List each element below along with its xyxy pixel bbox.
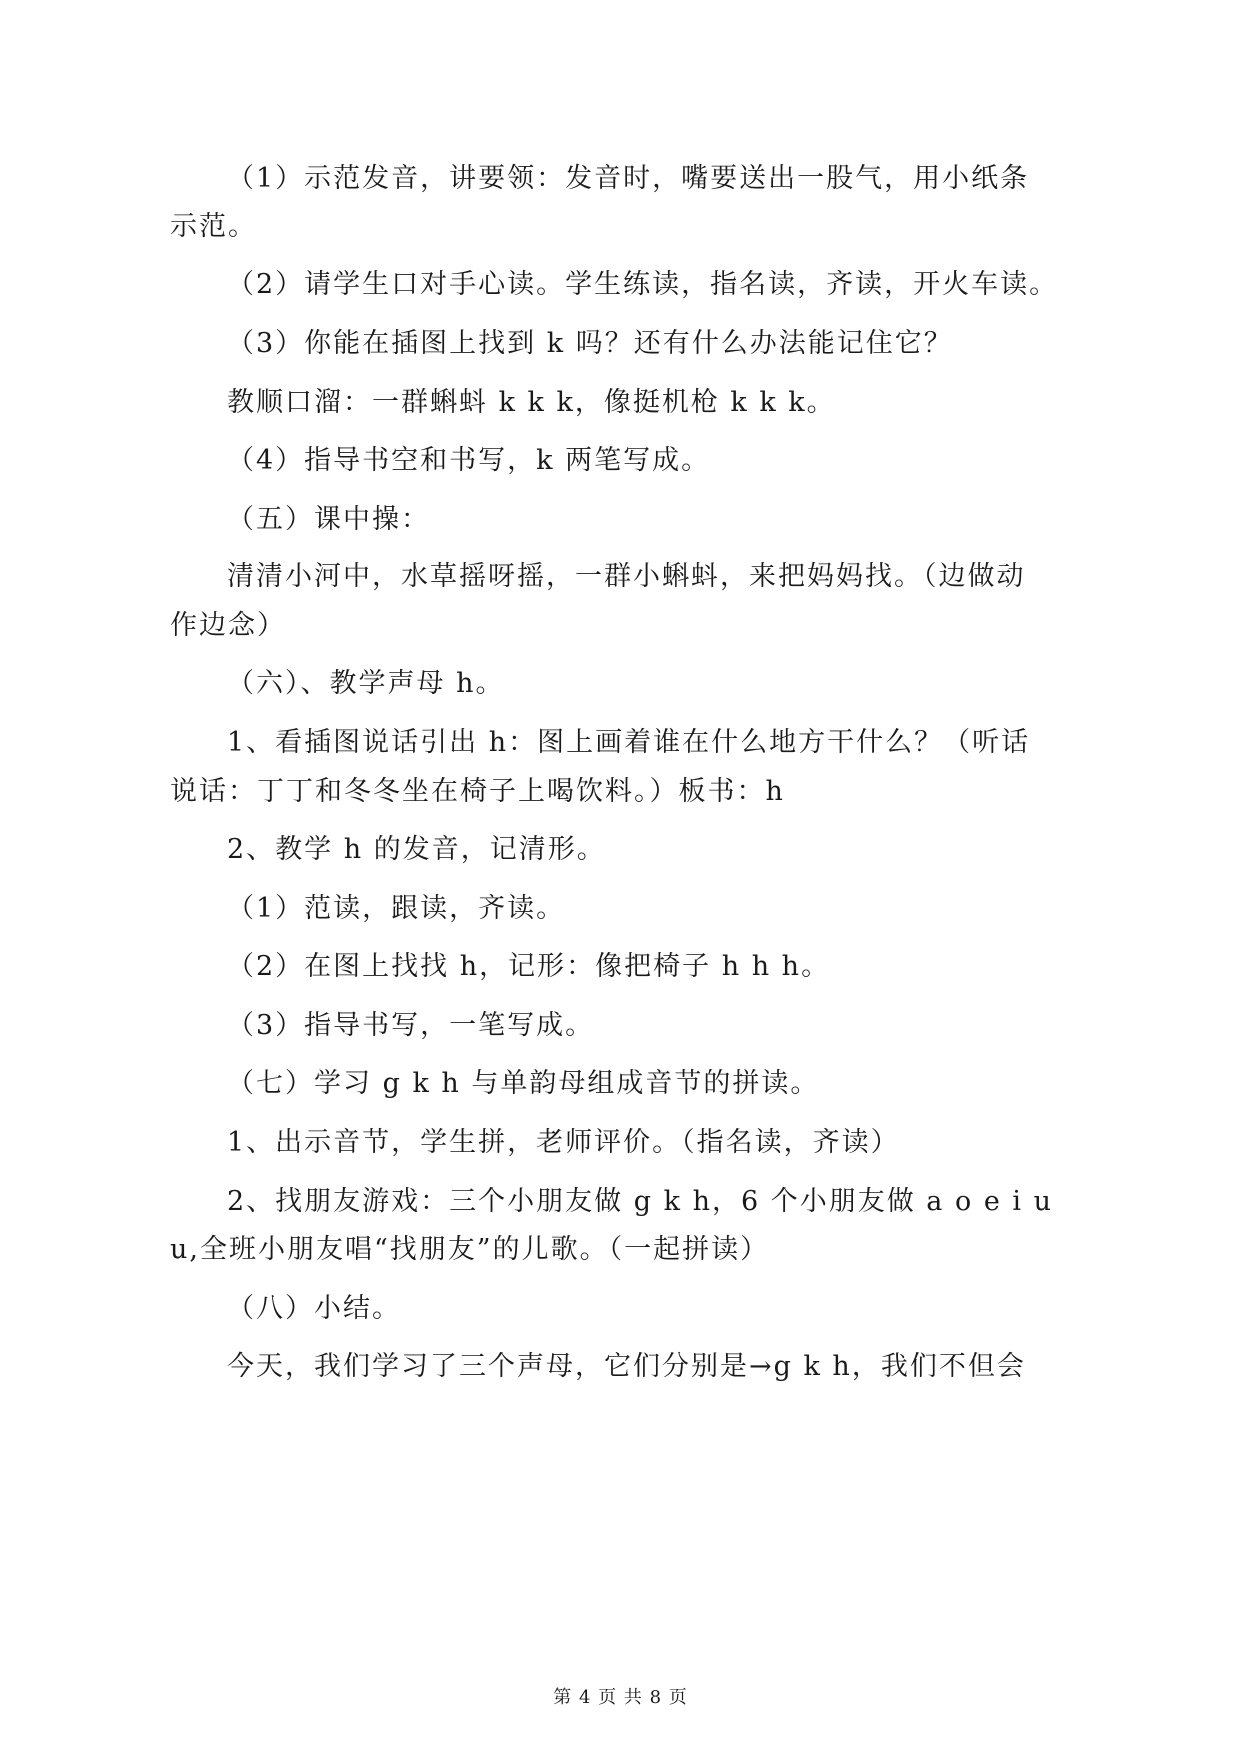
section-heading: （五）课中操： — [227, 504, 430, 535]
paragraph-line: 2、教学 h 的发音，记清形。 — [227, 834, 606, 865]
paragraph-line: 说话：丁丁和冬冬坐在椅子上喝饮料。）板书：h — [170, 776, 785, 807]
paragraph-line: 清清小河中，水草摇呀摇，一群小蝌蚪，来把妈妈找。（边做动 — [227, 561, 1026, 592]
paragraph-line: 1、看插图说话引出 h：图上画着谁在什么地方干什么？（听话 — [227, 727, 1031, 758]
paragraph-line: 示范。 — [170, 211, 257, 242]
paragraph-line: （2）在图上找找 h，记形：像把椅子 h h h。 — [227, 951, 831, 982]
paragraph-line: （1）示范发音，讲要领：发音时，嘴要送出一股气，用小纸条 — [227, 163, 1030, 194]
paragraph-line: 教顺口溜：一群蝌蚪 k k k，像挺机枪 k k k。 — [227, 387, 836, 418]
paragraph-line: （3）你能在插图上找到 k 吗？还有什么办法能记住它？ — [227, 328, 953, 359]
section-heading: （八）小结。 — [227, 1293, 401, 1324]
page-number-footer: 第 4 页 共 8 页 — [553, 1687, 688, 1708]
paragraph-line: （3）指导书写，一笔写成。 — [227, 1010, 595, 1041]
paragraph-line: 今天，我们学习了三个声母，它们分别是→g k h，我们不但会 — [227, 1351, 1026, 1382]
section-heading: （七）学习 g k h 与单韵母组成音节的拼读。 — [227, 1068, 820, 1099]
paragraph-line: （4）指导书空和书写，k 两笔写成。 — [227, 445, 711, 476]
paragraph-line: 1、出示音节，学生拼，老师评价。（指名读，齐读） — [227, 1127, 900, 1158]
paragraph-line: （2）请学生口对手心读。学生练读，指名读，齐读，开火车读。 — [227, 269, 1059, 300]
section-heading: （六）、教学声母 h。 — [227, 668, 505, 699]
paragraph-line: u,全班小朋友唱“找朋友”的儿歌。（一起拼读） — [170, 1234, 770, 1265]
paragraph-line: （1）范读，跟读，齐读。 — [227, 893, 566, 924]
paragraph-line: 作边念） — [170, 610, 286, 641]
paragraph-line: 2、找朋友游戏：三个小朋友做 g k h，6 个小朋友做 a o e i u — [227, 1186, 1053, 1217]
